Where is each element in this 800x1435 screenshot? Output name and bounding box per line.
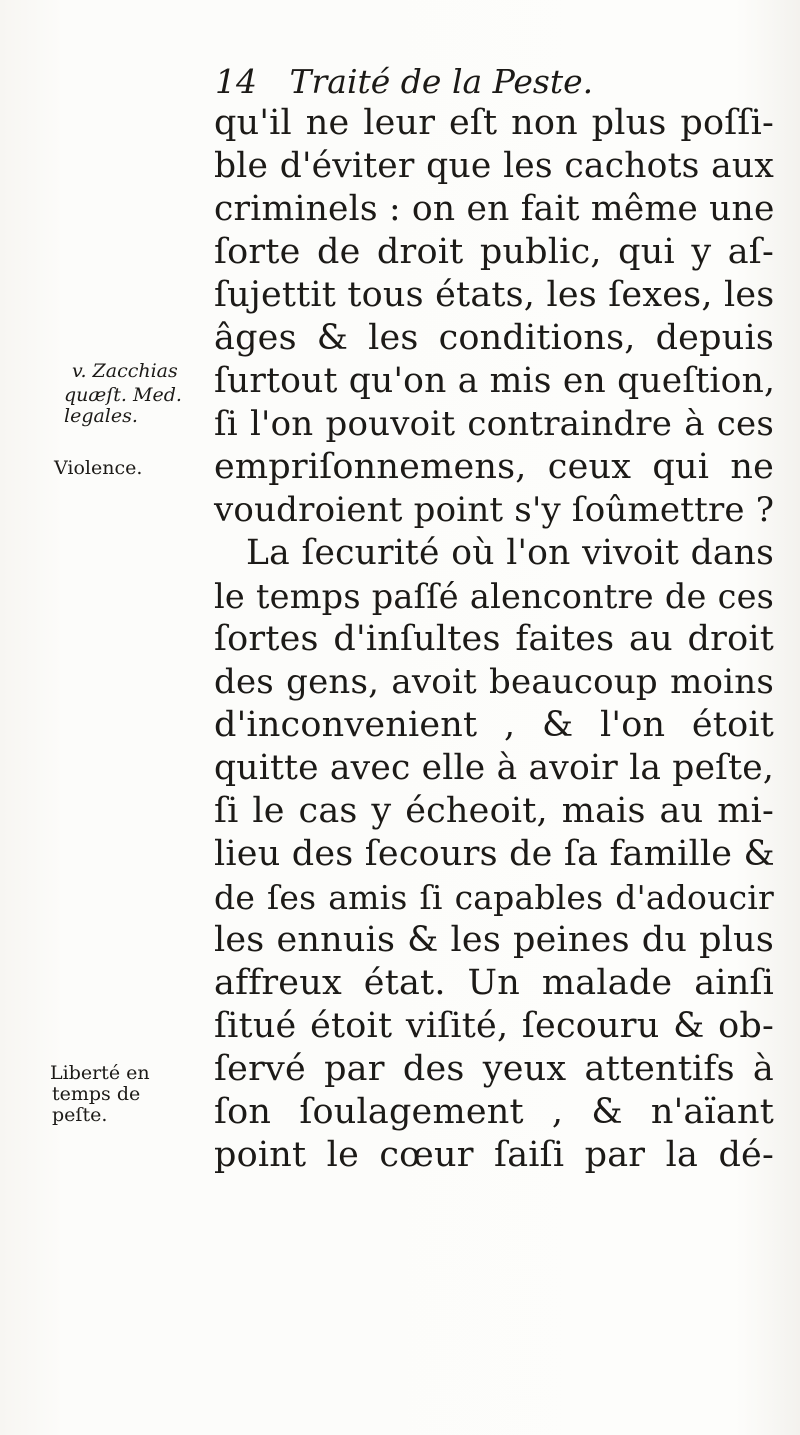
text-line: les ennuis & les peines du plus bbox=[214, 920, 774, 960]
text-line: âges & les conditions, depuis bbox=[214, 318, 774, 358]
text-line: ſujettit tous états, les ſexes, les bbox=[214, 275, 775, 315]
page-number: 14 bbox=[215, 62, 257, 101]
margin-note-liberte: Liberté en bbox=[50, 1062, 150, 1084]
text-line: ſon ſoulagement , & n'aïant bbox=[214, 1092, 774, 1132]
text-line: le temps paſſé alencontre de ces bbox=[214, 577, 774, 616]
text-line: La ſecurité où l'on vivoit dans bbox=[246, 533, 774, 573]
body-text bbox=[214, 102, 774, 1177]
margin-note-zacchias: v. Zacchias bbox=[72, 360, 178, 382]
running-title: Traité de la Peste. bbox=[289, 62, 594, 101]
text-line: quitte avec elle à avoir la peſte, bbox=[214, 748, 774, 788]
page-header bbox=[215, 62, 593, 101]
text-line: des gens, avoit beaucoup moins bbox=[214, 662, 774, 702]
text-line: ſi l'on pouvoit contraindre à ces bbox=[214, 404, 774, 444]
text-line: de ſes amis ſi capables d'adoucir bbox=[214, 878, 774, 917]
text-line: empriſonnemens, ceux qui ne bbox=[214, 447, 774, 487]
margin-note-legales: legales. bbox=[64, 405, 138, 427]
text-line: voudroient point s'y ſoûmettre ? bbox=[214, 490, 775, 530]
text-line: ſi le cas y écheoit, mais au mi- bbox=[214, 791, 774, 831]
text-line: affreux état. Un malade ainſi bbox=[214, 963, 774, 1003]
text-line: ſorte de droit public, qui y aſ- bbox=[214, 232, 774, 272]
text-line: ſervé par des yeux attentifs à bbox=[214, 1049, 774, 1089]
text-line: ſurtout qu'on a mis en queſtion, bbox=[214, 361, 776, 401]
margin-note-quaest: quæſt. Med. bbox=[64, 384, 182, 406]
text-line: ſortes d'inſultes faites au droit bbox=[214, 619, 774, 659]
text-line: lieu des ſecours de ſa famille & bbox=[214, 834, 775, 874]
text-line: point le cœur ſaiſi par la dé- bbox=[214, 1135, 774, 1175]
margin-note-temps: temps de bbox=[52, 1083, 141, 1105]
margin-note-peste: peſte. bbox=[52, 1104, 108, 1126]
text-line: ble d'éviter que les cachots aux bbox=[214, 146, 774, 186]
text-line: criminels : on en fait même une bbox=[214, 189, 775, 229]
margin-note-violence: Violence. bbox=[54, 457, 143, 479]
text-line: d'inconvenient , & l'on étoit bbox=[214, 705, 774, 745]
text-line: qu'il ne leur eſt non plus poſſi- bbox=[214, 103, 774, 143]
text-line: ſitué étoit viſité, ſecouru & ob- bbox=[214, 1006, 774, 1046]
